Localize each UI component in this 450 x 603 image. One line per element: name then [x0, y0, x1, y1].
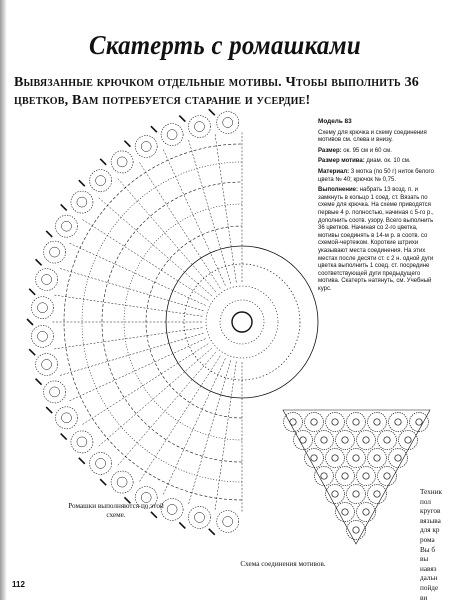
join-mark	[100, 159, 106, 165]
motif-outline	[410, 413, 429, 432]
motif-outline	[305, 449, 324, 468]
petal-scallop	[36, 354, 58, 376]
motif-center	[374, 491, 380, 497]
instructions-value: набрать 13 возд. п. и замкнуть в кольцо 1 соед. ст. Вязать по схеме для крючка. На схеме приводятся первые 4 р. полностью, начиная с 5-го р., дополнить соотв. узору. Всего выполнить 36 цветков. Начиная со 2-го цветка, мотивы соединять в 14-м р. в соотв. со схемой-чертежом. Короткие штрихи указывают места соединения. На этих местах после десяти ст. с 2 н. одной дуги цветка выполнить 1 соед. ст. посредине соответствующей дуги предыдущего мотива. Скатерть натянуть, см. Учебный курс.	[318, 187, 434, 292]
motif-center	[384, 473, 390, 479]
petal-loop	[117, 157, 127, 167]
motif-outline	[326, 485, 345, 504]
stitch-spoke	[69, 339, 205, 401]
motif-outline	[389, 413, 408, 432]
instructions-label: Выполнение:	[318, 187, 359, 194]
motif-outline	[389, 449, 408, 468]
clipped-line: дальн	[420, 574, 438, 583]
motif-outline	[347, 521, 366, 540]
join-mark	[29, 289, 35, 295]
join-mark	[79, 458, 85, 464]
stitch-spoke	[118, 178, 216, 291]
stitch-spoke	[82, 219, 208, 300]
motif-center	[342, 437, 348, 443]
motif-outline	[347, 413, 366, 432]
petal-scallop	[36, 269, 58, 291]
motif-center	[311, 419, 317, 425]
petal-scallop	[189, 506, 211, 528]
petal-scallop	[135, 136, 157, 158]
join-mark	[36, 259, 42, 265]
clipped-line: навяз	[420, 564, 437, 573]
petal-scallop	[189, 116, 211, 138]
motif-center	[353, 527, 359, 533]
spec-material	[318, 169, 440, 184]
stitch-spoke	[82, 344, 208, 425]
motif-center	[332, 491, 338, 497]
motif-size-label: Размер мотива:	[318, 158, 365, 165]
motif-outline	[368, 413, 387, 432]
motif-center	[342, 473, 348, 479]
petal-scallop	[44, 381, 66, 403]
motif-center	[353, 419, 359, 425]
join-mark	[61, 204, 67, 210]
motif-center	[363, 437, 369, 443]
petal-scallop	[56, 215, 78, 237]
petal-loop	[223, 118, 233, 128]
petal-loop	[141, 493, 151, 503]
petal-scallop	[44, 241, 66, 263]
motif-center	[363, 509, 369, 515]
stitch-spoke	[69, 243, 205, 305]
clipped-line: кругов	[420, 507, 441, 516]
motif-outline	[326, 449, 345, 468]
join-mark	[46, 231, 52, 237]
petal-loop	[77, 197, 87, 207]
petal-loop	[96, 176, 106, 186]
material-label: Материал:	[318, 168, 350, 175]
stitch-spoke	[139, 162, 220, 288]
motif-center	[311, 455, 317, 461]
join-mark	[179, 116, 185, 122]
motif-outline	[315, 431, 334, 450]
spec-motif-size	[318, 158, 440, 166]
stitch-spoke	[215, 362, 236, 511]
motif-center	[405, 437, 411, 443]
join-mark	[151, 126, 157, 132]
join-mark	[100, 479, 106, 485]
motif-center	[374, 455, 380, 461]
motif-center	[384, 437, 390, 443]
motif-center	[353, 491, 359, 497]
petal-scallop	[90, 170, 112, 192]
motif-center	[342, 509, 348, 515]
motif-outline	[357, 503, 376, 522]
motif-center	[374, 419, 380, 425]
center-round	[206, 286, 278, 358]
spec-intro: Схему для крючка и схему соединения мотивов см. слева и внизу.	[318, 129, 427, 144]
material-value: 3 мотка (по 50 г) ниток белого цвета № 40; крючок № 0,75.	[318, 168, 434, 183]
stitch-spoke	[54, 328, 203, 349]
stitch-spoke	[98, 348, 211, 446]
clipped-line: Вы б	[420, 545, 436, 554]
motif-outline	[315, 467, 334, 486]
motif-size-value: диам. ок. 10 см.	[366, 158, 411, 165]
center-ring	[232, 312, 252, 332]
petal-scallop	[161, 124, 183, 146]
petal-scallop	[111, 151, 133, 173]
motif-outline	[305, 413, 324, 432]
motif-outline	[357, 431, 376, 450]
spec-instructions	[318, 187, 440, 293]
stitch-spoke	[215, 134, 236, 283]
clipped-line: пол	[420, 497, 431, 506]
clipped-line: ви	[420, 593, 428, 602]
motif-center	[353, 455, 359, 461]
stitch-spoke	[163, 149, 225, 285]
motif-center	[363, 473, 369, 479]
petal-loop	[96, 458, 106, 468]
join-chart-caption: Схема соединения мотивов.	[240, 560, 326, 568]
petal-loop	[195, 512, 205, 522]
motif-outline	[357, 467, 376, 486]
size-value: ок. 95 см и 60 см.	[343, 147, 392, 154]
petal-loop	[62, 221, 72, 231]
petal-loop	[62, 413, 72, 423]
petal-scallop	[56, 407, 78, 429]
motif-center	[321, 473, 327, 479]
clipped-line: вязыва	[420, 516, 441, 525]
petal-loop	[223, 517, 233, 527]
petal-scallop	[90, 452, 112, 474]
motif-outline	[347, 485, 366, 504]
motif-outline	[378, 431, 397, 450]
pattern-specifications	[318, 118, 440, 296]
petal-loop	[117, 477, 127, 487]
spec-size	[318, 148, 440, 156]
petal-loop	[38, 303, 48, 313]
crochet-chart-flower	[27, 109, 318, 535]
join-mark	[124, 141, 130, 147]
model-number: Модель 83	[318, 118, 352, 125]
join-mark	[209, 109, 215, 115]
stitch-spoke	[163, 358, 225, 494]
join-mark	[29, 349, 35, 355]
join-mark	[79, 180, 85, 186]
clipped-line: вы	[420, 555, 429, 564]
motif-center	[332, 419, 338, 425]
page-title: Скатерть с ромашками	[89, 30, 361, 60]
size-label: Размер:	[318, 147, 342, 154]
petal-loop	[195, 122, 205, 132]
join-mark	[46, 407, 52, 413]
petal-loop	[167, 130, 177, 140]
motif-outline	[347, 449, 366, 468]
page-subtitle: Вывязанные крючком отдельные мотивы. Чтобы выполнить 36 цветков, Вам потребуется старание и усердие!	[14, 75, 419, 108]
motif-center	[395, 419, 401, 425]
petal-scallop	[111, 471, 133, 493]
motif-outline	[336, 431, 355, 450]
join-mark	[179, 522, 185, 528]
clipped-line: пойде	[420, 583, 439, 592]
stitch-spoke	[139, 356, 220, 482]
motif-outline	[399, 431, 418, 450]
clipped-line: для кр	[420, 526, 440, 535]
motif-outline	[326, 413, 345, 432]
clipped-line: Техник	[420, 488, 442, 496]
petal-loop	[50, 387, 60, 397]
crochet-chart-caption: Ромашки выполняются по этой схеме.	[68, 502, 164, 519]
petal-loop	[42, 360, 52, 370]
motif-join-diagram	[283, 410, 430, 544]
petal-scallop	[71, 191, 93, 213]
join-mark	[61, 434, 67, 440]
petal-loop	[141, 142, 151, 152]
petal-loop	[38, 331, 48, 341]
petal-scallop	[71, 431, 93, 453]
join-mark	[27, 319, 33, 325]
chart-round	[64, 144, 242, 500]
petal-loop	[50, 247, 60, 257]
page-number: 112	[12, 580, 25, 589]
motif-center	[321, 437, 327, 443]
join-mark	[209, 529, 215, 535]
center-round	[220, 300, 264, 344]
petal-loop	[167, 504, 177, 514]
stitch-spoke	[54, 295, 203, 316]
petal-scallop	[32, 325, 54, 347]
clipped-next-column	[420, 488, 450, 602]
motif-center	[416, 419, 422, 425]
motif-center	[332, 455, 338, 461]
petal-scallop	[217, 511, 239, 533]
motif-center	[395, 455, 401, 461]
clipped-line: рома	[420, 535, 435, 544]
join-mark	[36, 379, 42, 385]
petal-loop	[77, 437, 87, 447]
petal-loop	[42, 275, 52, 285]
petal-scallop	[32, 297, 54, 319]
petal-scallop	[217, 112, 239, 134]
motif-outline	[368, 449, 387, 468]
motif-outline	[336, 467, 355, 486]
center-round-outline	[166, 246, 318, 398]
